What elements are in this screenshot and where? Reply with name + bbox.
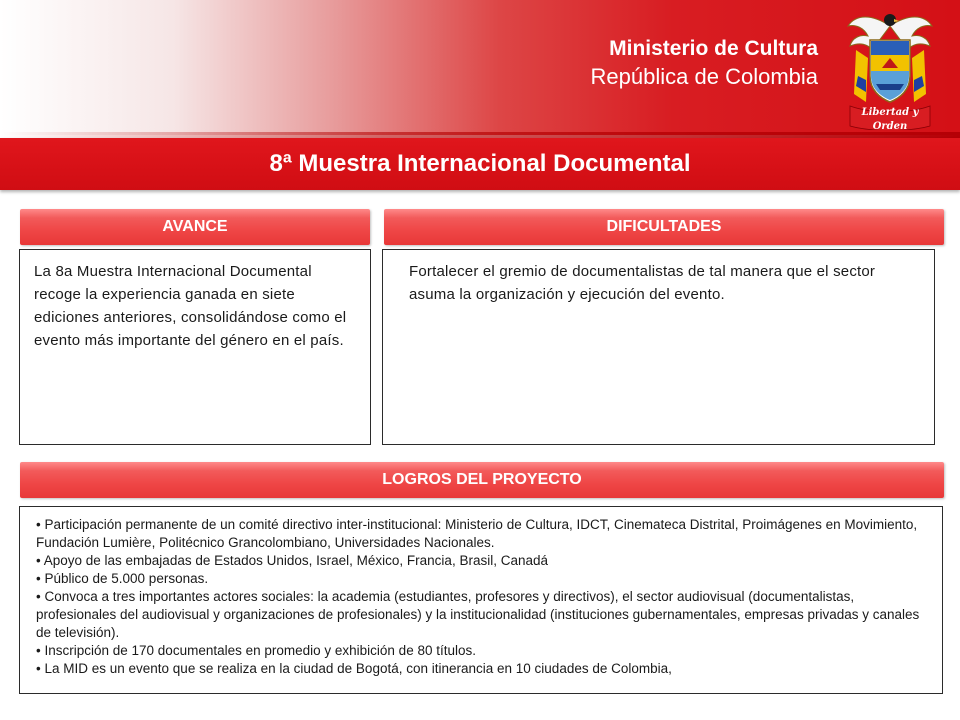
list-item: • Convoca a tres importantes actores sociales: la academia (estudiantes, profesores y directivos), el sector audiovisual (documentalistas, profesionales del audiovisual y organizaciones de profesionales) y la institucionalidad (instituciones gubernamentales, empresas privadas y canales de televisión).: [36, 589, 920, 640]
list-item: • Público de 5.000 personas.: [36, 571, 209, 586]
avance-label: AVANCE: [20, 209, 370, 245]
crest-motto: Libertad y Orden: [861, 107, 919, 132]
ministry-heading: [591, 36, 818, 92]
logros-list: [36, 516, 928, 678]
page-title: 8ª Muestra Internacional Documental: [269, 150, 691, 177]
avance-box: [19, 249, 371, 445]
list-item: • La MID es un evento que se realiza en la ciudad de Bogotá, con itinerancia en 10 ciudades de Colombia,: [36, 661, 672, 676]
dificultades-text: Fortalecer el gremio de documentalistas de tal manera que el sector asuma la organización y ejecución del evento.: [409, 263, 876, 303]
country-name: República de Colombia: [590, 64, 818, 89]
dificultades-label: DIFICULTADES: [384, 209, 944, 245]
avance-text: La 8a Muestra Internacional Documental recoge la experiencia ganada en siete ediciones anteriores, consolidándose como el evento más importante del género en el país.: [34, 263, 347, 349]
logros-label: LOGROS DEL PROYECTO: [20, 462, 944, 498]
list-item: • Participación permanente de un comité directivo inter-institucional: Ministerio de Cultura, IDCT, Cinemateca Distrital, Proimágenes en Movimiento, Fundación Lumière, Politécnico Grancolombiano, Universidades Nacionales.: [36, 517, 918, 550]
ministry-name: Ministerio de Cultura: [609, 37, 818, 60]
logros-box: [19, 506, 943, 694]
page-title-bar: [0, 138, 960, 190]
list-item: • Inscripción de 170 documentales en promedio y exhibición de 80 títulos.: [36, 643, 476, 658]
list-item: • Apoyo de las embajadas de Estados Unidos, Israel, México, Francia, Brasil, Canadá: [36, 553, 548, 568]
dificultades-box: [382, 249, 935, 445]
